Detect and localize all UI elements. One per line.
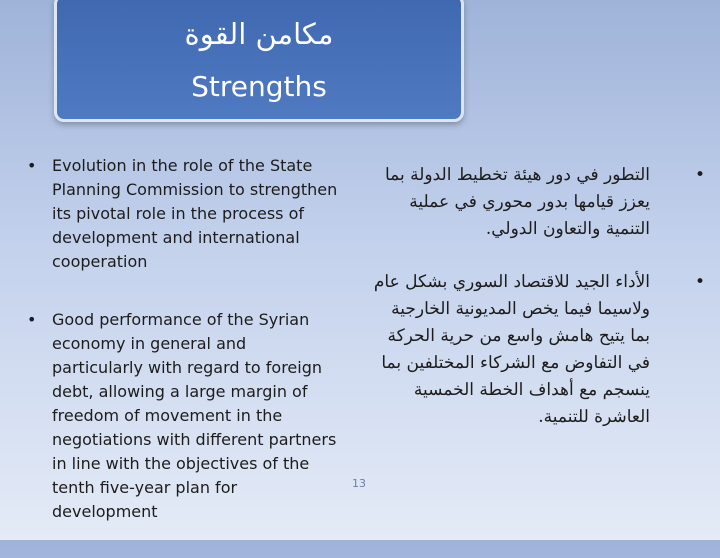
arabic-bullet xyxy=(370,162,705,243)
english-bullet xyxy=(27,154,342,274)
bullet-dot-icon: • xyxy=(27,310,37,329)
arabic-bullet-text: التطور في دور هيئة تخطيط الدولة بما يعزز قيامها بدور محوري في عملية التنمية والتعاون الدولي. xyxy=(384,165,650,239)
english-column xyxy=(27,154,342,558)
arabic-bullet-text: الأداء الجيد للاقتصاد السوري بشكل عام ولاسيما فيما يخص المديونية الخارجية بما يتيح هامش واسع من حرية الحركة في التفاوض مع الشركاء المختلفين بما ينسجم مع أهداف الخطة الخمسية العاشرة للتنمية. xyxy=(373,272,650,427)
bullet-dot-icon: • xyxy=(694,165,705,185)
bullet-dot-icon: • xyxy=(694,272,705,292)
bullet-dot-icon: • xyxy=(27,156,37,175)
title-box xyxy=(54,0,464,122)
english-bullet-text: Evolution in the role of the State Planning Commission to strengthen its pivotal role in the process of development and international cooperation xyxy=(52,156,338,271)
arabic-bullet xyxy=(370,269,705,431)
slide-number: 13 xyxy=(352,477,366,490)
title-english: Strengths xyxy=(191,70,327,103)
english-bullet xyxy=(27,308,342,524)
title-arabic: مكامن القوة xyxy=(184,17,334,51)
arabic-column xyxy=(370,162,705,457)
english-bullet-text: Good performance of the Syrian economy in general and particularly with regard to foreign debt, allowing a large margin of freedom of movement in the negotiations with different partners in line with the objectives of the tenth five-year plan for development xyxy=(52,310,337,521)
